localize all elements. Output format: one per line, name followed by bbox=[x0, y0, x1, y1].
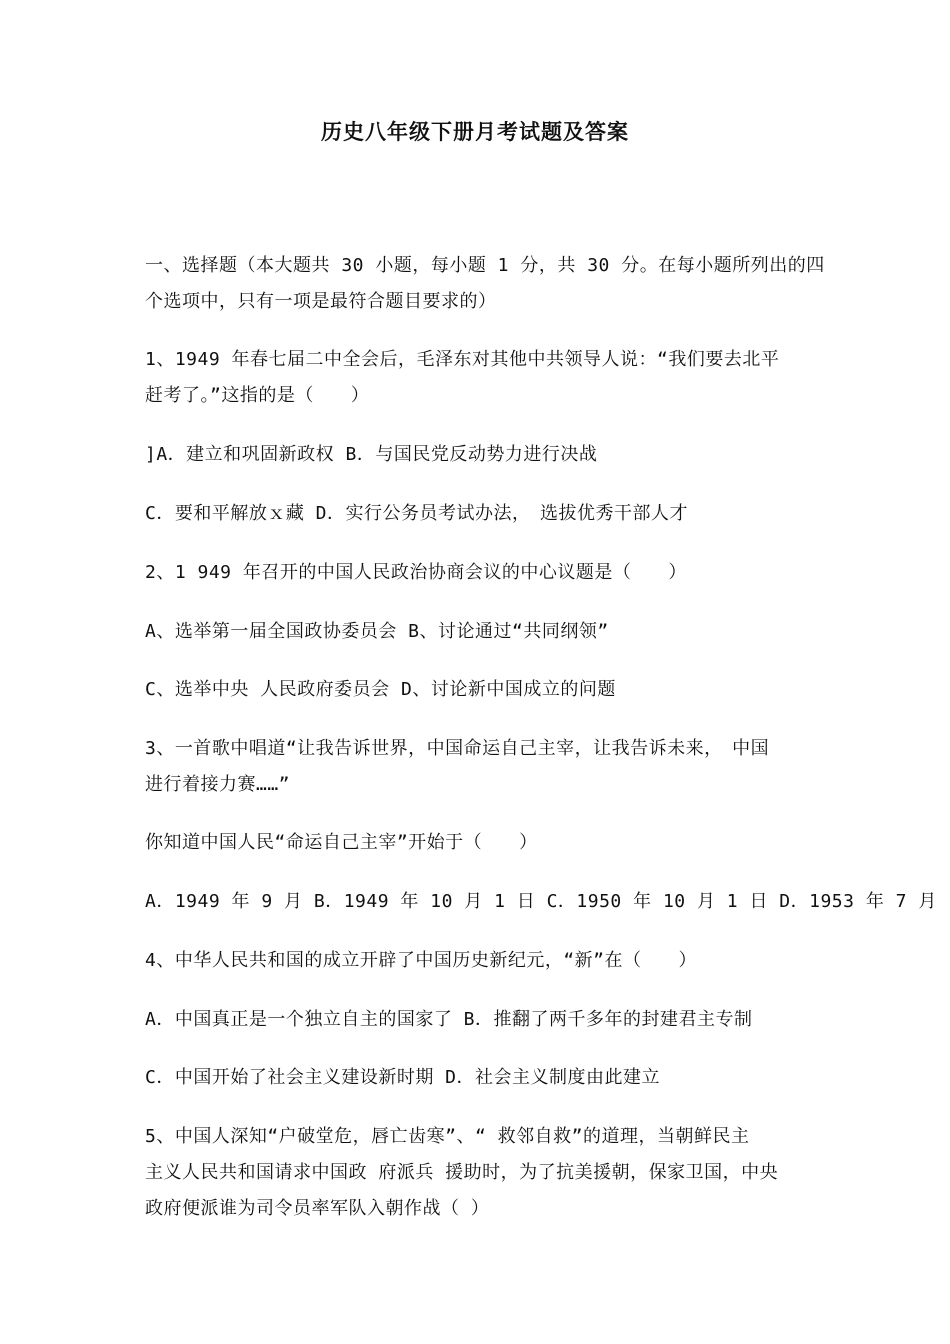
question-2-options-ab: A、选举第一届全国政协委员会 B、讨论通过“共同纲领” bbox=[145, 621, 609, 642]
question-5-stem-line-1: 5、中国人深知“户破堂危，唇亡齿寒”、“ 救邻自救”的道理，当朝鲜民主 bbox=[145, 1126, 750, 1147]
question-1-options-ab: ]A．建立和巩固新政权 B．与国民党反动势力进行决战 bbox=[145, 444, 598, 465]
question-3-stem-line-2: 进行着接力赛……” bbox=[145, 774, 291, 795]
question-5-stem-line-2: 主义人民共和国请求中国政 府派兵 援助时，为了抗美援朝，保家卫国，中央 bbox=[145, 1162, 779, 1183]
document-title: 历史八年级下册月考试题及答案 bbox=[321, 120, 629, 144]
question-3-stem-line-3: 你知道中国人民“命运自己主宰”开始于（ ） bbox=[145, 832, 538, 853]
question-2-stem: 2、1 949 年召开的中国人民政治协商会议的中心议题是（ ） bbox=[145, 562, 687, 583]
question-1-stem-line-2: 赶考了。”这指的是（ ） bbox=[145, 385, 370, 406]
question-2-options-cd: C、选举中央 人民政府委员会 D、讨论新中国成立的问题 bbox=[145, 679, 616, 700]
question-4-options-cd: C．中国开始了社会主义建设新时期 D．社会主义制度由此建立 bbox=[145, 1067, 661, 1088]
question-5-stem-line-3: 政府便派谁为司令员率军队入朝作战（ ） bbox=[145, 1198, 490, 1219]
question-4-options-ab: A．中国真正是一个独立自主的国家了 B．推翻了两千多年的封建君主专制 bbox=[145, 1009, 753, 1030]
question-1-options-cd: C．要和平解放ｘ藏 D．实行公务员考试办法， 选拔优秀干部人才 bbox=[145, 503, 689, 524]
section-header-line-2: 个选项中，只有一项是最符合题目要求的） bbox=[145, 291, 497, 312]
section-header-line-1: 一、选择题（本大题共 30 小题，每小题 1 分，共 30 分。在每小题所列出的四 bbox=[145, 255, 825, 276]
question-1-stem-line-1: 1、1949 年春七届二中全会后，毛泽东对其他中共领导人说：“我们要去北平 bbox=[145, 349, 780, 370]
question-4-stem: 4、中华人民共和国的成立开辟了中国历史新纪元，“新”在（ ） bbox=[145, 950, 698, 971]
question-3-options: A．1949 年 9 月 B．1949 年 10 月 1 日 C．1950 年 10 月 1 日 D．1953 年 7 月 bbox=[145, 891, 937, 912]
question-3-stem-line-1: 3、一首歌中唱道“让我告诉世界，中国命运自己主宰，让我告诉未来， 中国 bbox=[145, 738, 770, 759]
